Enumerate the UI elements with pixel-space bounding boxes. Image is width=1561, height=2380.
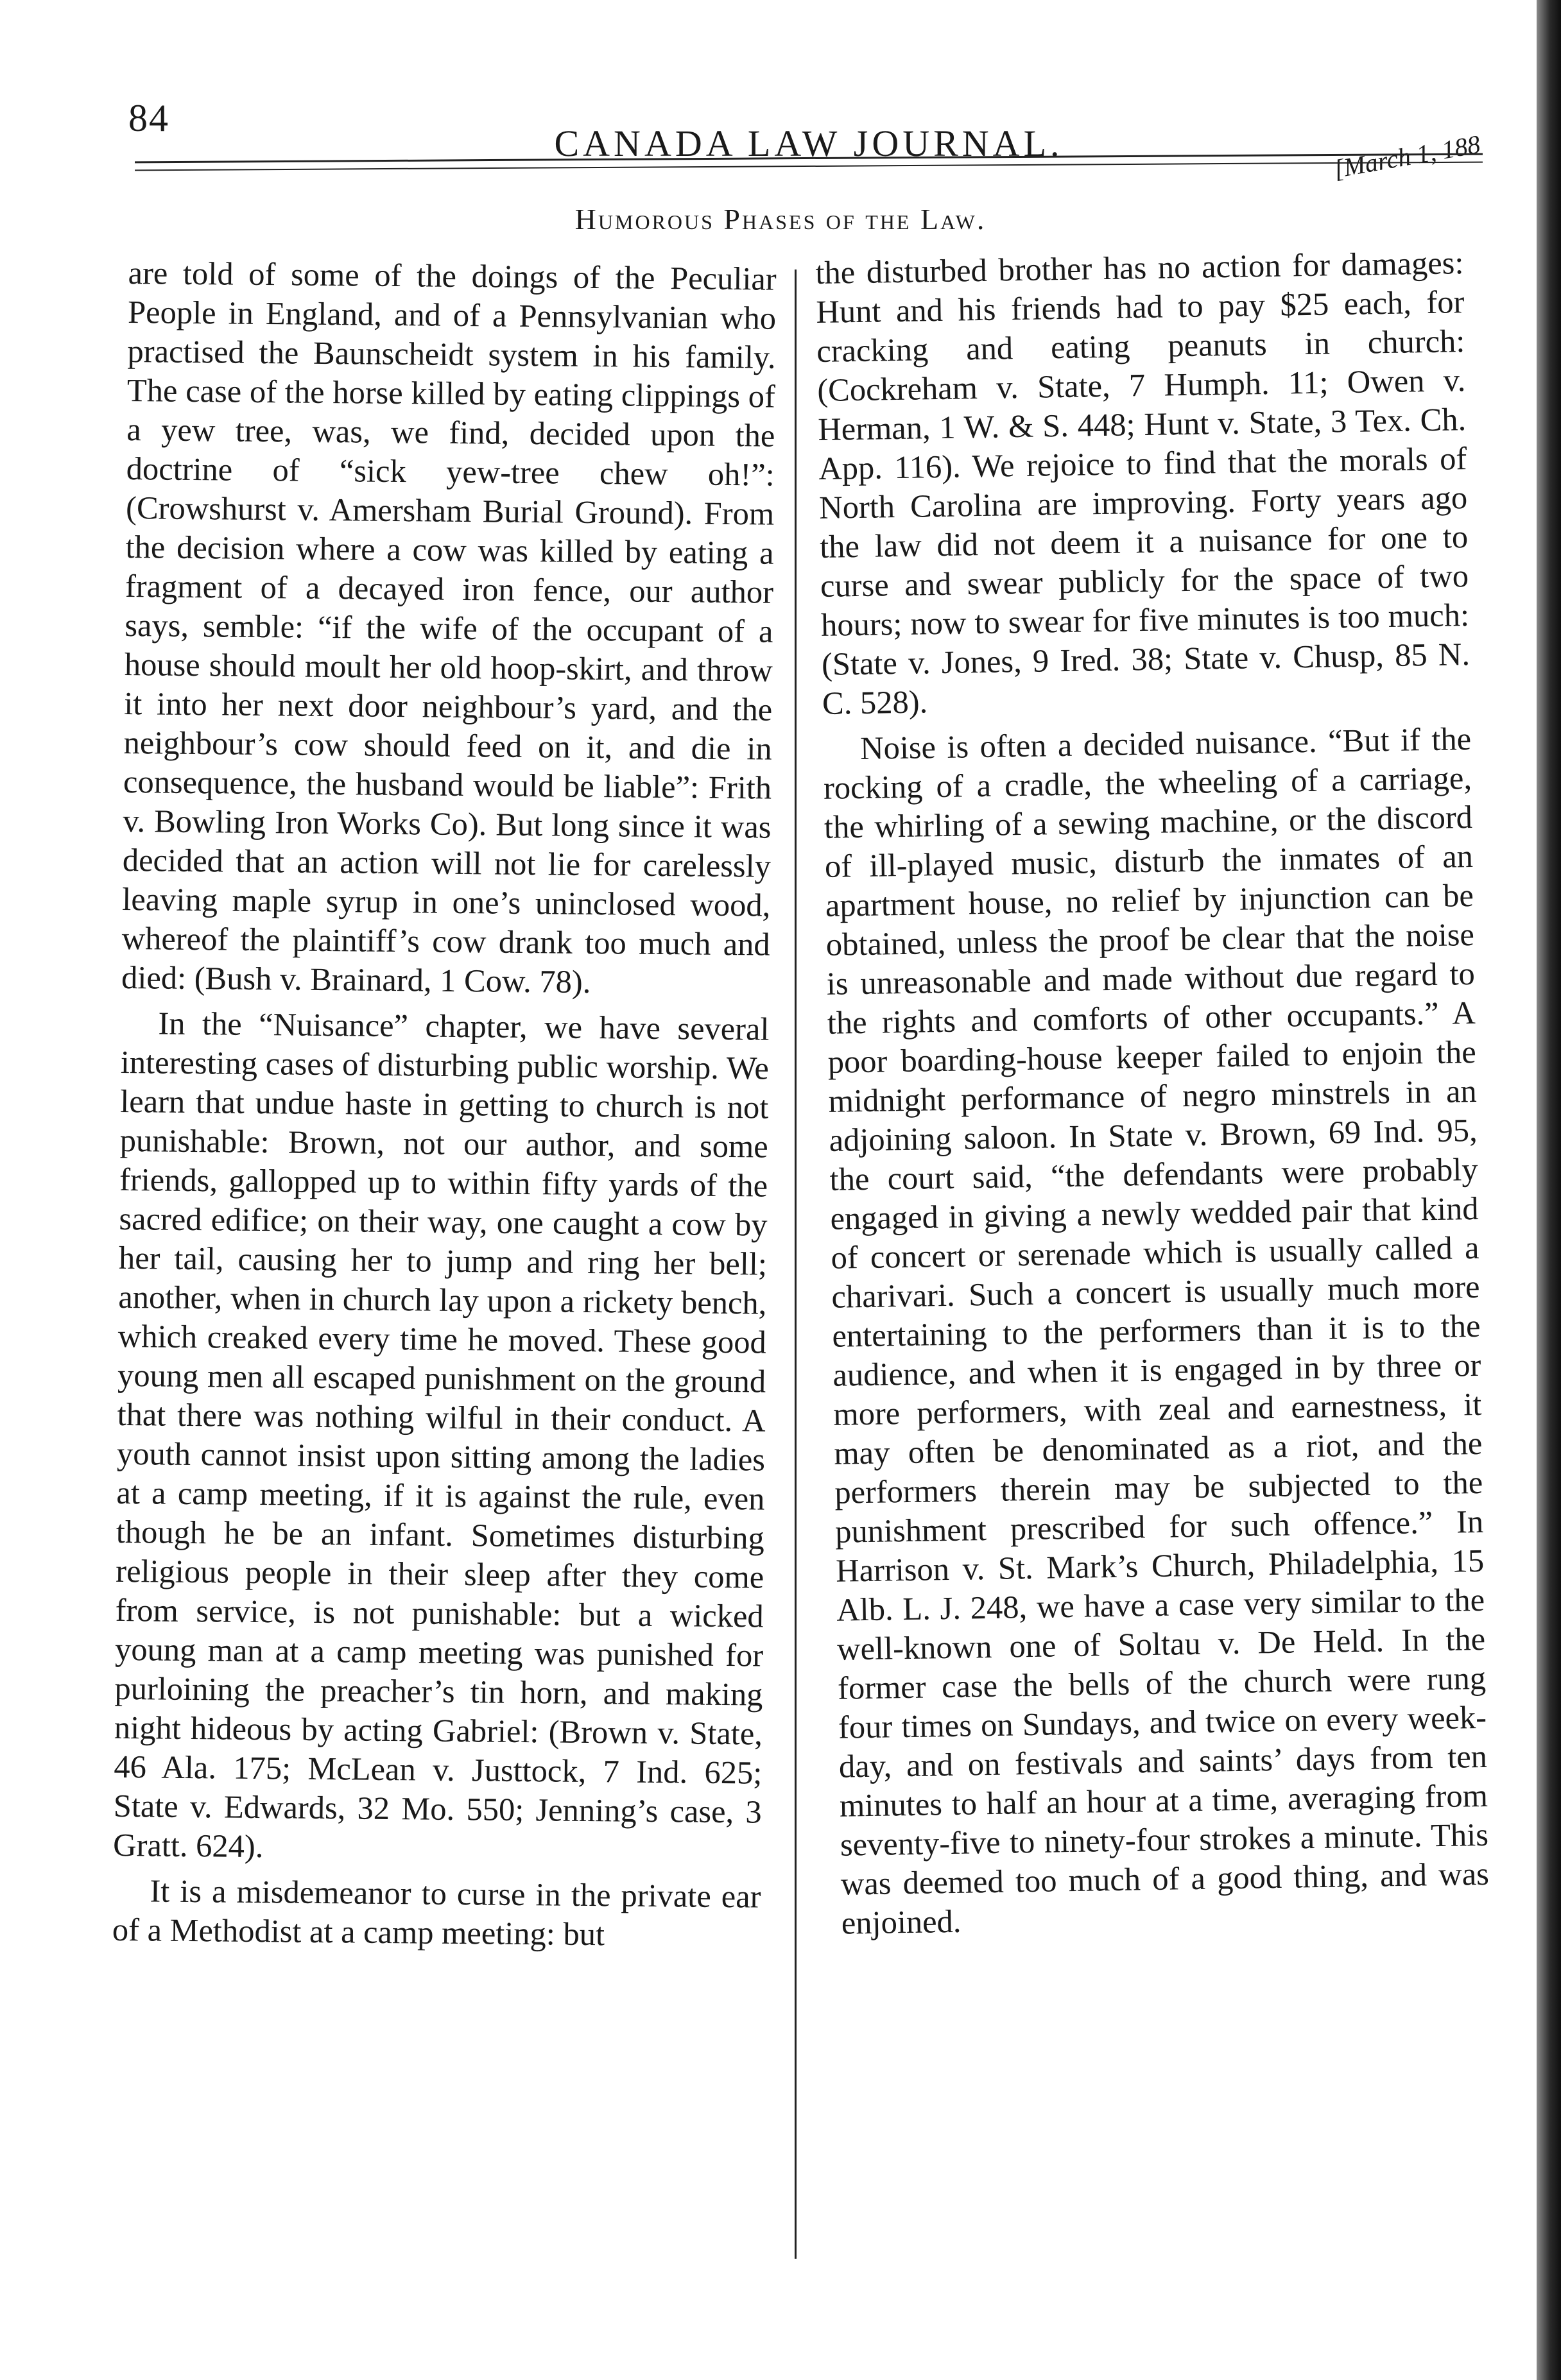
right-paragraph-2: Noise is often a decided nuisance. “But if the rocking of a cradle, the wheeling of a carriage, the whirling of a sewing machine, or the discord of ill-played music, disturb the inmates of an apartment house, no relief by injunction can be obtained, unless the proof be clear that the noise is unreasonable and made without due regard to the rights and comforts of other occupants.” A poor boarding-house keeper failed to enjoin the midnight performance of negro minstrels in an adjoining saloon. In State v. Brown, 69 Ind. 95, the court said, “the defendants were probably engaged in giving a newly wedded pair that kind of concert or serenade which is usually called a charivari. Such a concert is usually much more entertaining to the performers than it is to the audience, and when it is engaged in by three or more performers, with zeal and earnestness, it may often be denominated as a riot, and the performers therein may be subjected to the punishment prescribed for such offence.” In Harrison v. St. Mark’s Church, Philadelphia, 15 Alb. L. J. 248, we have a case very similar to the well-known one of Soltau v. De Held. In the former case the bells of the church were rung four times on Sundays, and twice on every week-day, and on festivals and saints’ days from ten minutes to half an hour at a time, averaging from seventy-five to ninety-four strokes a minute. This was deemed too much of a good thing, and was enjoined.	[823, 721, 1490, 1941]
journal-title: CANADA LAW JOURNAL.	[554, 123, 1064, 164]
scan-edge-shadow	[1537, 0, 1561, 2380]
column-divider	[795, 270, 797, 2259]
right-paragraph-1: the disturbed brother has no action for damages: Hunt and his friends had to pay $25 each, for cracking and eating peanuts in church: (Cockreham v. State, 7 Humph. 11; Owen v. Herman, 1 W. & S. 448; Hunt v. State, 3 Tex. Ch. App. 116). We rejoice to find that the morals of North Carolina are improving. Forty years ago the law did not deem it a nuisance for one to curse and swear publicly for the space of two hours; now to swear for five minutes is too much: (State v. Jones, 9 Ired. 38; State v. Chusp, 85 N. C. 528).	[815, 244, 1470, 721]
left-paragraph-1: are told of some of the doings of the Peculiar People in England, and of a Pennsylvanian who practised the Baunscheidt system in his family. The case of the horse killed by eating clippings of a yew tree, was, we find, decided upon the doctrine of “sick yew-tree chew oh!”: (Crowshurst v. Amersham Burial Ground). From the decision where a cow was killed by eating a fragment of a decayed iron fence, our author says, semble: “if the wife of the occupant of a house should moult her old hoop-skirt, and throw it into her next door neighbour’s yard, and the neighbour’s cow should feed on it, and die in consequence, the husband would be liable”: Frith v. Bowling Iron Works Co). But long since it was decided that an action will not lie for carelessly leaving maple syrup in one’s uninclosed wood, whereof the plaintiff’s cow drank too much and died: (Bush v. Brainard, 1 Cow. 78).	[121, 254, 777, 1000]
issue-date: [March 1, 188	[1331, 129, 1483, 184]
running-head: Humorous Phases of the Law.	[574, 203, 987, 235]
right-column	[815, 243, 1490, 1943]
left-column	[112, 253, 777, 1956]
left-paragraph-3: It is a misdemeanor to curse in the private ear of a Methodist at a camp meeting: but	[112, 1872, 761, 1953]
page-number: 84	[128, 97, 169, 139]
left-paragraph-2: In the “Nuisance” chapter, we have several interesting cases of disturbing public worship. We learn that undue haste in getting to church is not punishable: Brown, not our author, and some friends, gallopped up to within fifty yards of the sacred edifice; on their way, one caught a cow by her tail, causing her to jump and ring her bell; another, when in church lay upon a rickety bench, which creaked every time he moved. These good young men all escaped punishment on the ground that there was nothing wilful in their conduct. A youth cannot insist upon sitting among the ladies at a camp meeting, if it is against the rule, even though he be an infant. Sometimes disturbing religious people in their sleep after they come from service, is not punishable: but a wicked young man at a camp meeting was punished for purloining the preacher’s tin horn, and making night hideous by acting Gabriel: (Brown v. State, 46 Ala. 175; McLean v. Justtock, 7 Ind. 625; State v. Edwards, 32 Mo. 550; Jenning’s case, 3 Gratt. 624).	[112, 1005, 770, 1865]
